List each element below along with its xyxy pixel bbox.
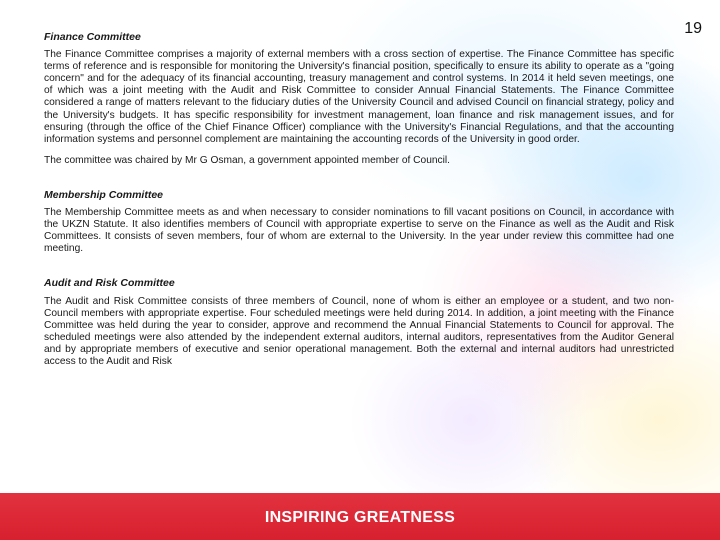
paragraph: The Audit and Risk Committee consists of three members of Council, none of whom is either an employee or a student, and two non-Council members with appropriate expertise. Four scheduled meetings were held during 2014. In addition, a joint meeting with the Finance Committee was held during the year to consider, approve and recommend the Annual Financial Statements to Council for approval. The scheduled meetings were also attended by the independent external auditors, internal auditors, representatives from the Auditor General and by appropriate members of executive and senior operational management. Both the external and internal auditors had unrestricted access to the Audit and Risk — [44, 295, 674, 367]
paragraph: The Finance Committee comprises a majority of external members with a cross section of expertise. The Finance Committee has specific terms of reference and is responsible for monitoring the University's financial position, specifically to ensure its ability to operate as a "going concern" and for the adequacy of its financial accounting, treasury management and control systems. In 2014 it held seven meetings, one of which was a joint meeting with the Audit and Risk Committee to consider Annual Financial Statements. The Finance Committee considered a range of matters relevant to the fiduciary duties of the University Council and advised Council on financial strategy, policy and the University's budgets. It has specific responsibility for investment management, loan finance and risk management issues, and for ensuring (through the office of the Chief Finance Officer) compliance with the University's Financial Regulations, and that the accounting information systems and personnel complement are maintaining the accounting records of the University in good order. — [44, 49, 674, 145]
section-heading: Audit and Risk Committee — [44, 277, 175, 290]
section-audit-risk-committee — [44, 277, 674, 368]
footer-slogan: INSPIRING GREATNESS — [264, 509, 456, 526]
footer-banner — [0, 493, 720, 540]
section-membership-committee — [44, 189, 674, 255]
section-finance-committee — [44, 31, 674, 167]
page-number: 19 — [684, 20, 702, 37]
section-heading: Finance Committee — [44, 31, 141, 43]
section-heading: Membership Committee — [44, 188, 164, 201]
paragraph: The committee was chaired by Mr G Osman, a government appointed member of Council. — [44, 154, 450, 166]
paragraph: The Membership Committee meets as and when necessary to consider nominations to fill vacant positions on Council, in accordance with the UKZN Statute. It also identifies members of Council with appropriate expertise to serve on the Finance as well as the Audit and Risk Committees. It consists of seven members, four of whom are external to the University. In the year under review this committee had one meeting. — [44, 207, 674, 255]
document-body — [44, 31, 674, 368]
